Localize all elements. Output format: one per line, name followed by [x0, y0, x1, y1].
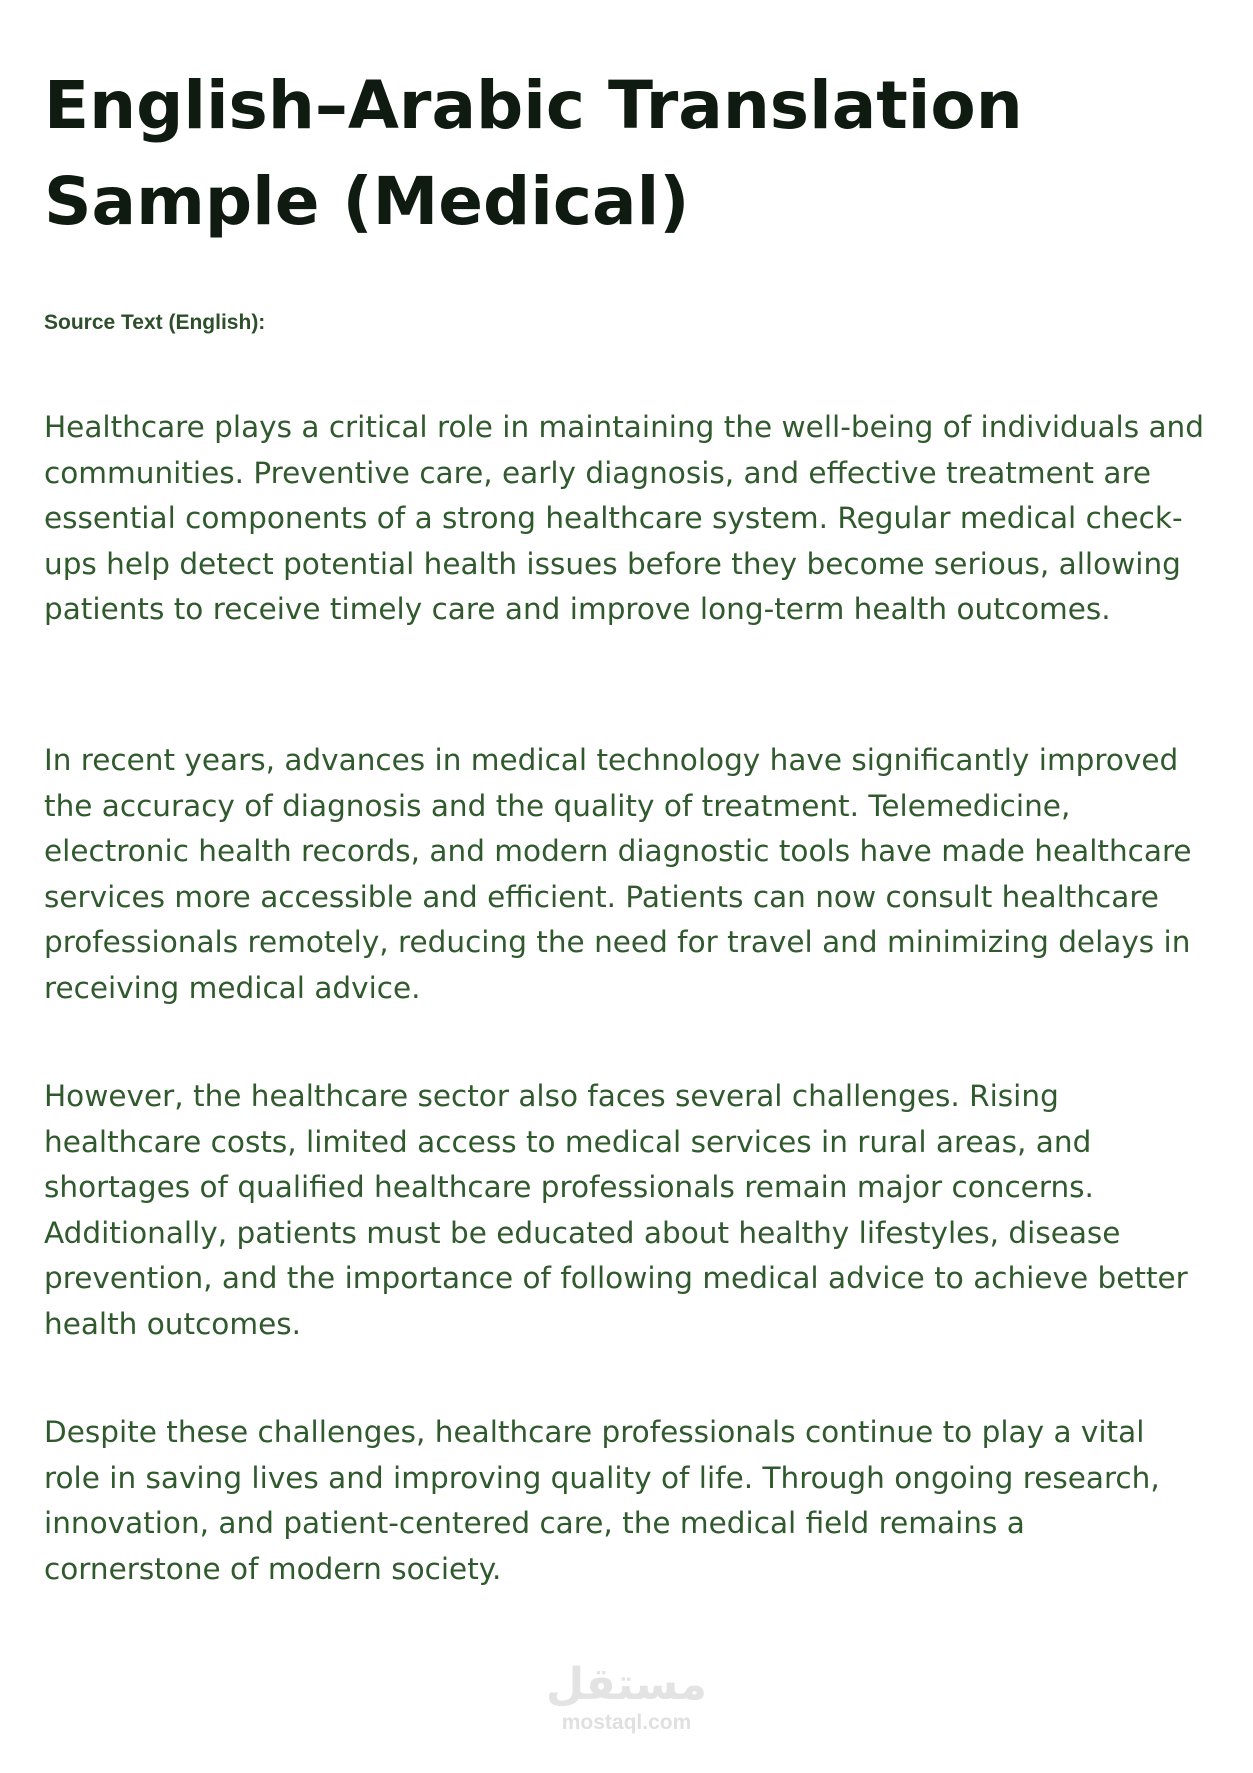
paragraph-4: Despite these challenges, healthcare professionals continue to play a vital role in saving lives and improving quality of life. Through ongoing research, innovation, and patient-centered care, the medical field remains a cornerstone of modern society. — [44, 1415, 1160, 1586]
paragraph-3: However, the healthcare sector also faces several challenges. Rising healthcare costs, limited access to medical services in rural areas, and shortages of qualified healthcare professionals remain major concerns. Additionally, patients must be educated about healthy lifestyles, disease prevention, and the importance of following medical advice to achieve better health outcomes. — [44, 1079, 1188, 1341]
watermark-logo: مستقل — [546, 1659, 707, 1710]
paragraph-2: In recent years, advances in medical technology have significantly improved the accuracy of diagnosis and the quality of treatment. Telemedicine, electronic health records, and modern diagnostic tools have made healthcare services more accessible and efficient. Patients can now consult healthcare professionals remotely, reducing the need for travel and minimizing delays in receiving medical advice. — [44, 743, 1192, 1005]
mostaql-watermark — [0, 1660, 1253, 1736]
paragraph-1: Healthcare plays a critical role in maintaining the well-being of individuals and communities. Preventive care, early diagnosis, and effective treatment are essential components of a strong healthcare system. Regular medical check-ups help detect potential health issues before they become serious, allowing patients to receive timely care and improve long-term health outcomes. — [44, 410, 1204, 626]
watermark-url: mostaql.com — [561, 1711, 692, 1734]
source-text-label: Source Text (English): — [44, 311, 266, 334]
page-title: English–Arabic Translation Sample (Medical) — [44, 67, 1023, 240]
